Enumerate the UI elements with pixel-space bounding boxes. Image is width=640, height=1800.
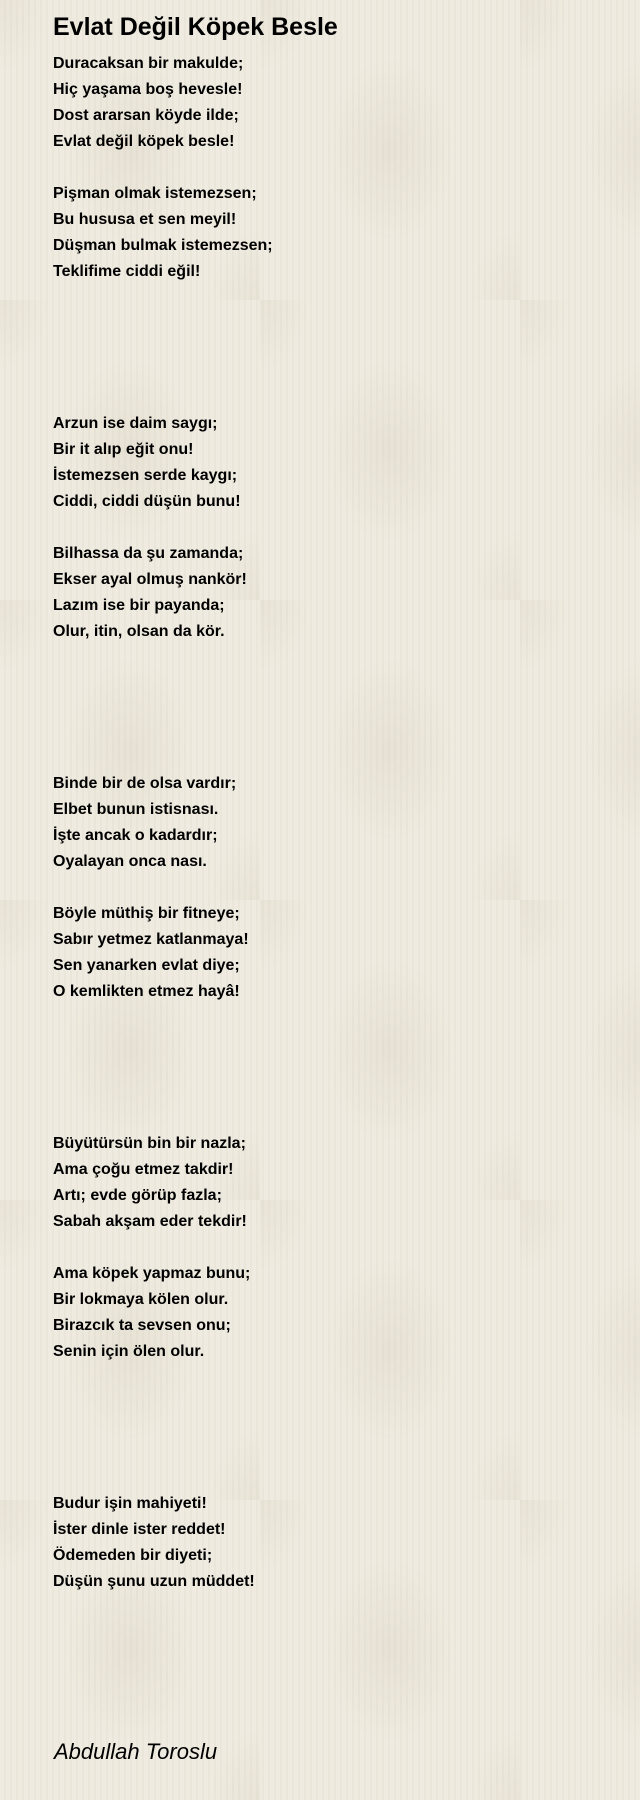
poem-line: Sabır yetmez katlanmaya! xyxy=(53,931,249,948)
poem-line: Düşün şunu uzun müddet! xyxy=(53,1573,255,1590)
poem-line: Birazcık ta sevsen onu; xyxy=(53,1317,231,1334)
poem-author: Abdullah Toroslu xyxy=(54,1739,218,1764)
poem-line: Ciddi, ciddi düşün bunu! xyxy=(53,493,241,510)
poem-line: Böyle müthiş bir fitneye; xyxy=(53,905,240,922)
poem-line: Düşman bulmak istemezsen; xyxy=(53,237,273,254)
poem-line: Hiç yaşama boş hevesle! xyxy=(53,81,243,98)
poem-line: Bilhassa da şu zamanda; xyxy=(53,545,244,562)
poem-line: Ama çoğu etmez takdir! xyxy=(53,1161,234,1178)
stanza-3 xyxy=(53,411,241,515)
stanza-7 xyxy=(53,1131,247,1235)
poem-line: Büyütürsün bin bir nazla; xyxy=(53,1135,246,1152)
poem-line: İstemezsen serde kaygı; xyxy=(53,467,238,484)
poem-line: Ödemeden bir diyeti; xyxy=(53,1547,213,1564)
poem-line: Evlat değil köpek besle! xyxy=(53,133,235,150)
poem-line: Olur, itin, olsan da kör. xyxy=(53,623,225,640)
poem-line: Duracaksan bir makulde; xyxy=(53,55,244,72)
poem-line: Ekser ayal olmuş nankör! xyxy=(53,571,247,588)
poem-line: İster dinle ister reddet! xyxy=(53,1521,226,1538)
poem-line: İşte ancak o kadardır; xyxy=(53,827,218,844)
poem-line: Binde bir de olsa vardır; xyxy=(53,775,237,792)
poem-line: Sen yanarken evlat diye; xyxy=(53,957,240,974)
poem-line: Budur işin mahiyeti! xyxy=(53,1495,207,1512)
stanza-8 xyxy=(53,1261,250,1365)
poem-line: Bir lokmaya kölen olur. xyxy=(53,1291,229,1308)
poem-line: Senin için ölen olur. xyxy=(53,1343,205,1360)
poem-line: Arzun ise daim saygı; xyxy=(53,415,218,432)
poem-line: Bu hususa et sen meyil! xyxy=(53,211,237,228)
poem-line: Sabah akşam eder tekdir! xyxy=(53,1213,247,1230)
poem-line: Ama köpek yapmaz bunu; xyxy=(53,1265,251,1282)
poem-line: Artı; evde görüp fazla; xyxy=(53,1187,222,1204)
poem-line: Oyalayan onca nası. xyxy=(53,853,207,870)
stanza-1 xyxy=(53,51,243,155)
poem-line: Lazım ise bir payanda; xyxy=(53,597,225,614)
stanza-9 xyxy=(53,1491,255,1595)
poem-line: Elbet bunun istisnası. xyxy=(53,801,219,818)
poem-title: Evlat Değil Köpek Besle xyxy=(53,13,338,41)
poem-line: Bir it alıp eğit onu! xyxy=(53,441,194,458)
poem-line: Teklifime ciddi eğil! xyxy=(53,263,201,280)
stanza-4 xyxy=(53,541,247,645)
stanza-6 xyxy=(53,901,249,1005)
stanza-5 xyxy=(53,771,236,875)
poem-line: Dost ararsan köyde ilde; xyxy=(53,107,239,124)
stanza-2 xyxy=(53,181,273,285)
poem-line: O kemlikten etmez hayâ! xyxy=(53,983,240,1000)
poem-line: Pişman olmak istemezsen; xyxy=(53,185,257,202)
